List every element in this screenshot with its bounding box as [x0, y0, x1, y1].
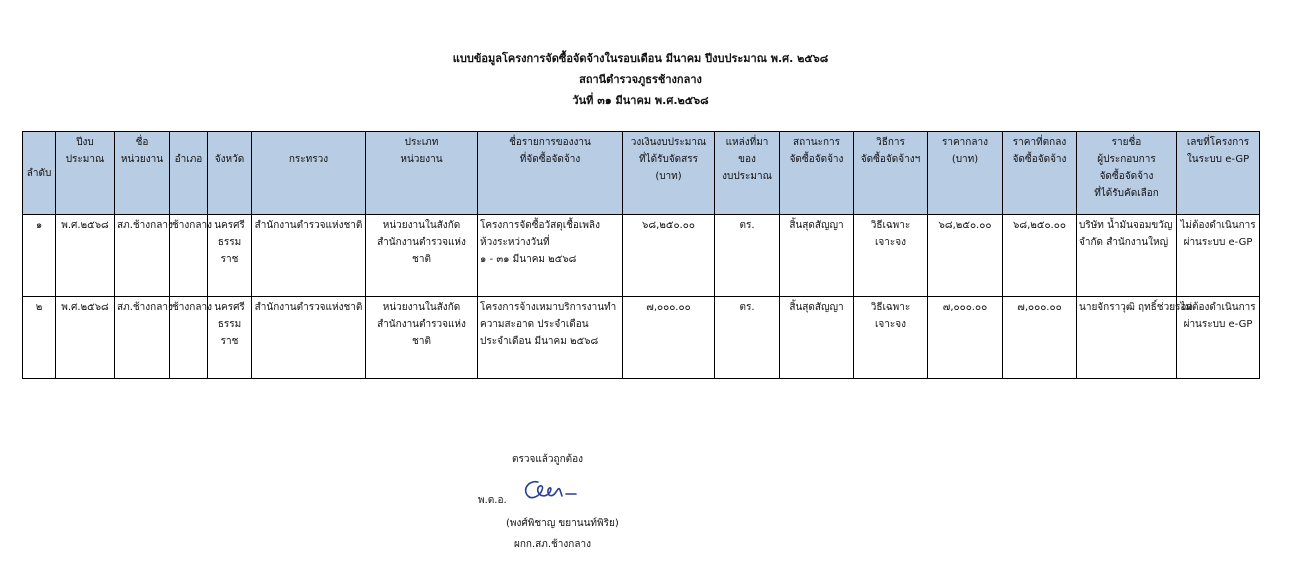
header-egp: เลขที่โครงการ ในระบบ e-GP [1177, 132, 1260, 215]
signer-name: (พงศ์พิชาญ ขยานนท์พิริย) [506, 518, 619, 529]
cell-agency: สภ.ช้างกลาง [115, 297, 170, 379]
cell-median-price: ๖๘,๒๕๐.๐๐ [928, 215, 1003, 297]
cell-budget: ๖๘,๒๕๐.๐๐ [623, 215, 715, 297]
header-fiscal-year: ปีงบ ประมาณ [56, 132, 115, 215]
verified-text: ตรวจแล้วถูกต้อง [512, 454, 584, 465]
cell-agency-type: หน่วยงานในสังกัด สำนักงานตำรวจแห่งชาติ [366, 297, 478, 379]
cell-province: นครศรี ธรรมราช [208, 297, 252, 379]
cell-fiscal-year: พ.ศ.๒๕๖๘ [56, 297, 115, 379]
cell-source: ตร. [715, 297, 780, 379]
cell-method: วิธีเฉพาะเจาะจง [854, 297, 928, 379]
cell-budget: ๗,๐๐๐.๐๐ [623, 297, 715, 379]
header-vendor: รายชื่อ ผู้ประกอบการ จัดซื้อจัดจ้าง ที่ได้รับคัดเลือก [1077, 132, 1177, 215]
cell-agreed-price: ๖๘,๒๕๐.๐๐ [1003, 215, 1077, 297]
header-agreed-price: ราคาที่ตกลง จัดซื้อจัดจ้าง [1003, 132, 1077, 215]
cell-no: ๑ [23, 215, 56, 297]
cell-ministry: สำนักงานตำรวจแห่งชาติ [252, 297, 366, 379]
signer-rank: พ.ต.อ. [478, 495, 507, 506]
cell-province: นครศรี ธรรมราช [208, 215, 252, 297]
header-source: แหล่งที่มาของ งบประมาณ [715, 132, 780, 215]
cell-vendor: นายจักราวุฒิ ฤทธิ์ช่วยรอด [1077, 297, 1177, 379]
header-no: ลำดับ [23, 132, 56, 215]
cell-item: โครงการจัดซื้อวัสดุเชื้อเพลิง ห้วงระหว่างวันที่ ๑ - ๓๑ มีนาคม ๒๕๖๘ [478, 215, 623, 297]
cell-agreed-price: ๗,๐๐๐.๐๐ [1003, 297, 1077, 379]
signer-position: ผกก.สภ.ช้างกลาง [514, 539, 591, 550]
table-row [23, 215, 1260, 297]
cell-agency: สภ.ช้างกลาง [115, 215, 170, 297]
cell-ministry: สำนักงานตำรวจแห่งชาติ [252, 215, 366, 297]
cell-vendor: บริษัท น้ำมันจอมขวัญ จำกัด สำนักงานใหญ่ [1077, 215, 1177, 297]
header-agency-type: ประเภท หน่วยงาน [366, 132, 478, 215]
cell-status: สิ้นสุดสัญญา [780, 297, 854, 379]
cell-status: สิ้นสุดสัญญา [780, 215, 854, 297]
cell-no: ๒ [23, 297, 56, 379]
header-agency: ชื่อ หน่วยงาน [115, 132, 170, 215]
cell-egp: ไม่ต้องดำเนินการ ผ่านระบบ e-GP [1177, 215, 1260, 297]
handwritten-signature [516, 472, 580, 508]
title-line-3: วันที่ ๓๑ มีนาคม พ.ศ.๒๕๖๘ [572, 94, 709, 107]
title-line-1: แบบข้อมูลโครงการจัดซื้อจัดจ้างในรอบเดือน มีนาคม ปีงบประมาณ พ.ศ. ๒๕๖๘ [452, 52, 829, 65]
cell-fiscal-year: พ.ศ.๒๕๖๘ [56, 215, 115, 297]
cell-median-price: ๗,๐๐๐.๐๐ [928, 297, 1003, 379]
cell-method: วิธีเฉพาะเจาะจง [854, 215, 928, 297]
cell-item: โครงการจ้างเหมาบริการงานทำ ความสะอาด ประจำเดือน ประจำเดือน มีนาคม ๒๕๖๘ [478, 297, 623, 379]
table-row [23, 297, 1260, 379]
header-district: อำเภอ [170, 132, 208, 215]
header-budget: วงเงินงบประมาณ ที่ได้รับจัดสรร (บาท) [623, 132, 715, 215]
header-median-price: ราคากลาง (บาท) [928, 132, 1003, 215]
cell-district: ช้างกลาง [170, 215, 208, 297]
cell-agency-type: หน่วยงานในสังกัด สำนักงานตำรวจแห่งชาติ [366, 215, 478, 297]
header-status: สถานะการ จัดซื้อจัดจ้าง [780, 132, 854, 215]
table-header-row [23, 132, 1260, 215]
header-province: จังหวัด [208, 132, 252, 215]
header-item: ชื่อรายการของงาน ที่จัดซื้อจัดจ้าง [478, 132, 623, 215]
document-title [0, 48, 1281, 111]
header-method: วิธีการ จัดซื้อจัดจ้างฯ [854, 132, 928, 215]
title-line-2: สถานีตำรวจภูธรช้างกลาง [579, 73, 702, 86]
cell-source: ตร. [715, 215, 780, 297]
procurement-table [22, 131, 1260, 379]
header-ministry: กระทรวง [252, 132, 366, 215]
cell-district: ช้างกลาง [170, 297, 208, 379]
cell-egp: ไม่ต้องดำเนินการ ผ่านระบบ e-GP [1177, 297, 1260, 379]
